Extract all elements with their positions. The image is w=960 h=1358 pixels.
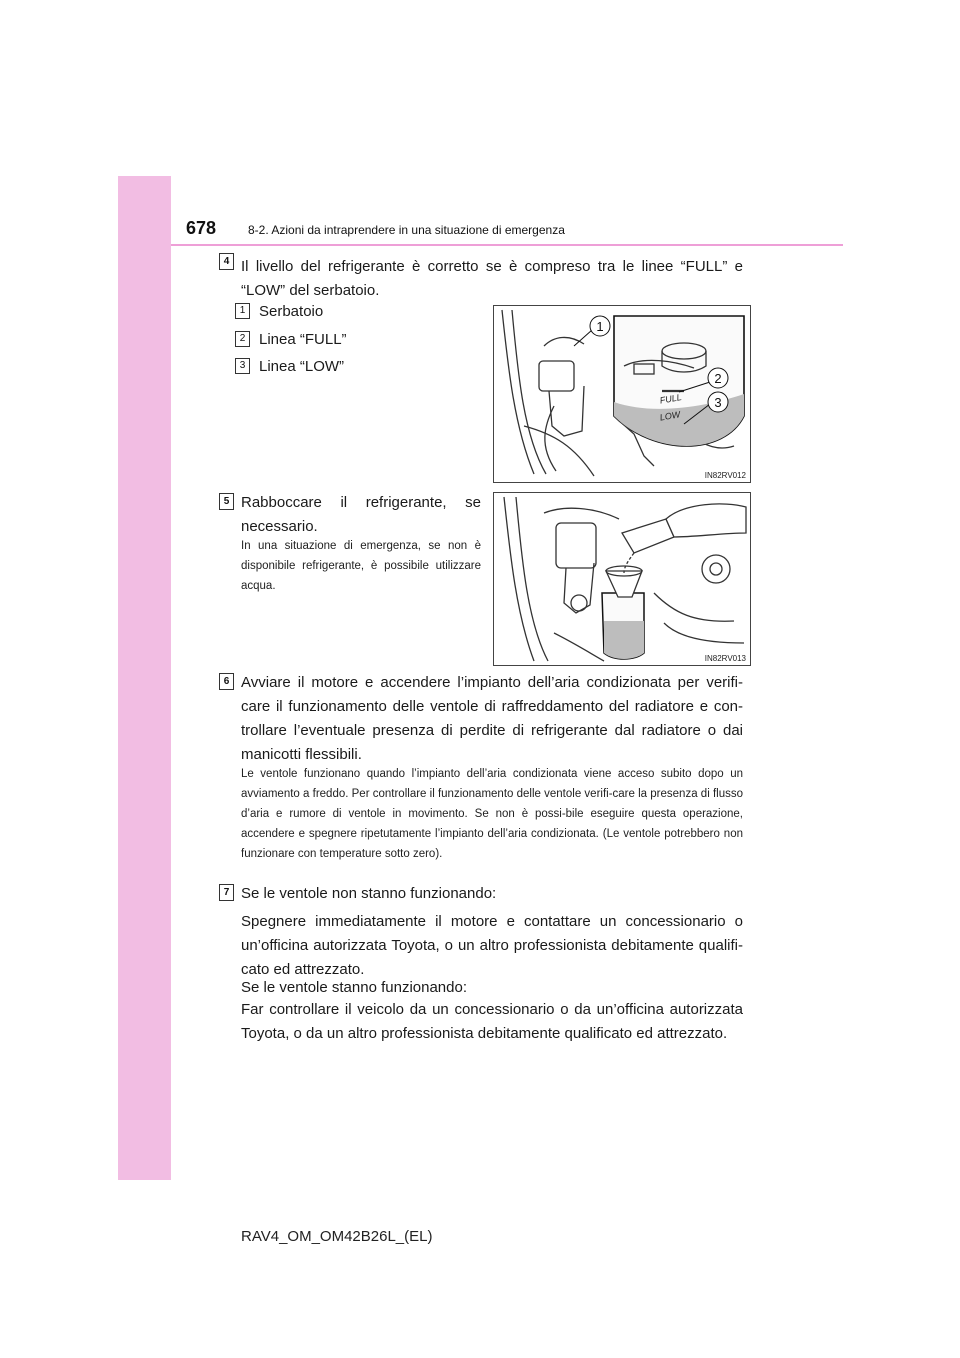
low-mark-text: LOW (659, 409, 681, 423)
step-5-badge: 5 (219, 493, 234, 510)
footer-code: RAV4_OM_OM42B26L_(EL) (241, 1228, 433, 1245)
step-5-text: Rabboccare il refrigerante, se necessario. (241, 494, 481, 535)
refill-illustration (494, 493, 750, 665)
coolant-reservoir-figure (493, 305, 751, 483)
reservoir-illustration (494, 306, 750, 482)
side-tab-band (118, 176, 171, 1180)
header-divider (171, 244, 843, 246)
figure-code: IN82RV013 (704, 654, 746, 663)
step-7-badge: 7 (219, 884, 234, 901)
full-mark-text: FULL (659, 391, 683, 406)
callout-3: 3 (714, 395, 722, 410)
callout-2: 2 (714, 371, 722, 386)
item-3-badge: 3 (235, 358, 250, 374)
step-4-badge: 4 (219, 253, 234, 270)
coolant-fill-shading (604, 621, 644, 659)
step-6-text: Avviare il motore e accendere l’impianto dell’aria condizionata per verifi-care il funzionamento delle ventole di raffreddamento del radiatore e con-trollare l’eventuale presenza di perdite di refrigerante dal radiatore o dai manicotti flessibili. (241, 674, 743, 763)
step-6-badge: 6 (219, 673, 234, 690)
item-2-badge: 2 (235, 331, 250, 347)
section-title: 8-2. Azioni da intraprendere in una situazione di emergenza (248, 223, 565, 237)
step-7-action-1: Spegnere immediatamente il motore e contattare un concessionario o un’officina autorizzata Toyota, o un altro professionista debitamente qualifi-cato ed attrezzato. (241, 913, 743, 978)
step-7-condition-2: Se le ventole stanno funzionando: (241, 979, 468, 996)
item-1-badge: 1 (235, 303, 250, 319)
coolant-refill-figure (493, 492, 751, 666)
item-2-label: Linea “FULL” (259, 331, 347, 348)
figure-code: IN82RV012 (704, 471, 746, 480)
step-4-text: Il livello del refrigerante è corretto se è compreso tra le linee “FULL” e “LOW” del serbatoio. (241, 258, 743, 299)
page-number: 678 (186, 218, 217, 238)
step-7-condition-1: Se le ventole non stanno funzionando: (241, 885, 497, 902)
step-6-note: Le ventole funzionano quando l’impianto dell’aria condizionata viene acceso subito dopo un avviamento a freddo. Per controllare il funzionamento delle ventole verifi-care la presenza di flusso d’aria e rumore di ventole in movimento. Se non è possi-bile eseguire questa operazione, accendere e spegnere ripetutamente l’impianto dell’aria condizionata. (Le ventole potrebbero non funzionare con temperature sotto zero). (241, 768, 743, 860)
callout-1: 1 (596, 319, 604, 334)
item-3-label: Linea “LOW” (259, 358, 345, 375)
item-1-label: Serbatoio (259, 303, 324, 320)
step-7-action-2: Far controllare il veicolo da un concessionario o da un’officina autorizzata Toyota, o da un altro professionista debitamente qualificato ed attrezzato. (241, 1001, 743, 1042)
step-5-note: In una situazione di emergenza, se non è disponibile refrigerante, è possibile utilizzare acqua. (241, 540, 481, 592)
